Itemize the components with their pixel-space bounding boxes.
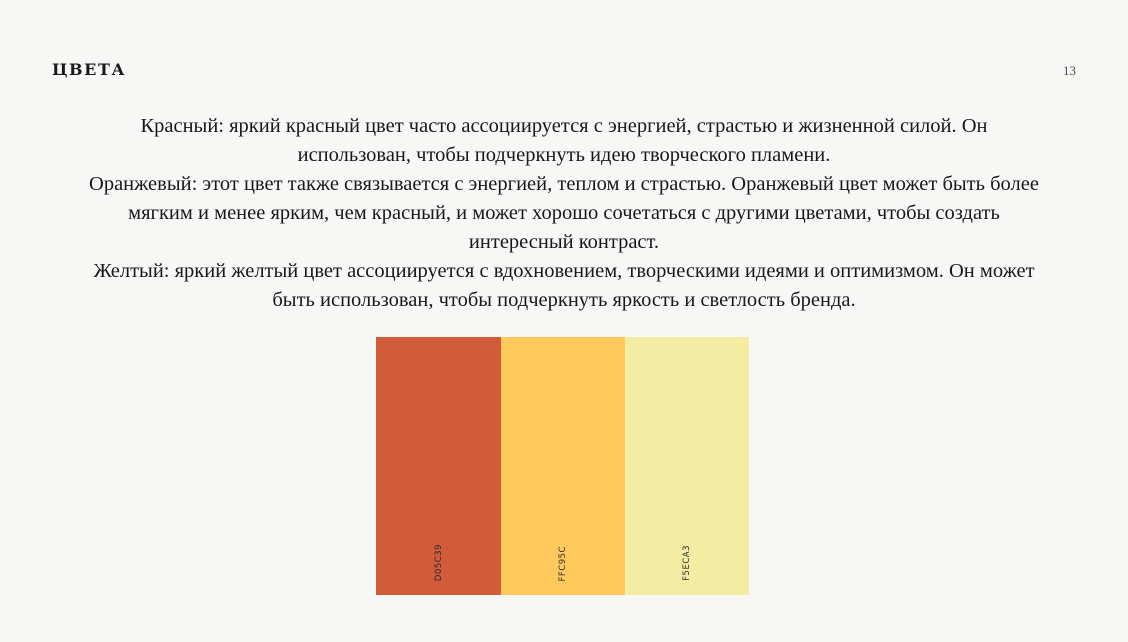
color-swatch-row bbox=[376, 337, 749, 595]
color-swatch-label: D05C39 bbox=[433, 543, 444, 581]
paragraph-red: Красный: яркий красный цвет часто ассоциируется с энергией, страстью и жизненной силой. Он использован, чтобы подчеркнуть идею творческого пламени. bbox=[140, 115, 988, 166]
color-swatch-yellow bbox=[625, 337, 749, 595]
paragraph-orange: Оранжевый: этот цвет также связывается с энергией, теплом и страстью. Оранжевый цвет может быть более мягким и менее ярким, чем красный, и может хорошо сочетаться с другими цветами, чтобы создать интересный контраст. bbox=[89, 173, 1039, 253]
color-swatch-label: F5ECA3 bbox=[682, 545, 692, 581]
color-swatch-red bbox=[376, 337, 501, 595]
paragraph-yellow: Желтый: яркий желтый цвет ассоциируется с вдохновением, творческими идеями и оптимизмом. Он может быть использован, чтобы подчеркнуть яркость и светлость бренда. bbox=[93, 260, 1035, 311]
body-text bbox=[84, 112, 1044, 315]
page-title: ЦВЕТА bbox=[52, 60, 127, 79]
color-swatch-label: FFC95C bbox=[558, 545, 568, 581]
color-swatch-orange bbox=[501, 337, 625, 595]
page-number: 13 bbox=[1063, 63, 1076, 78]
